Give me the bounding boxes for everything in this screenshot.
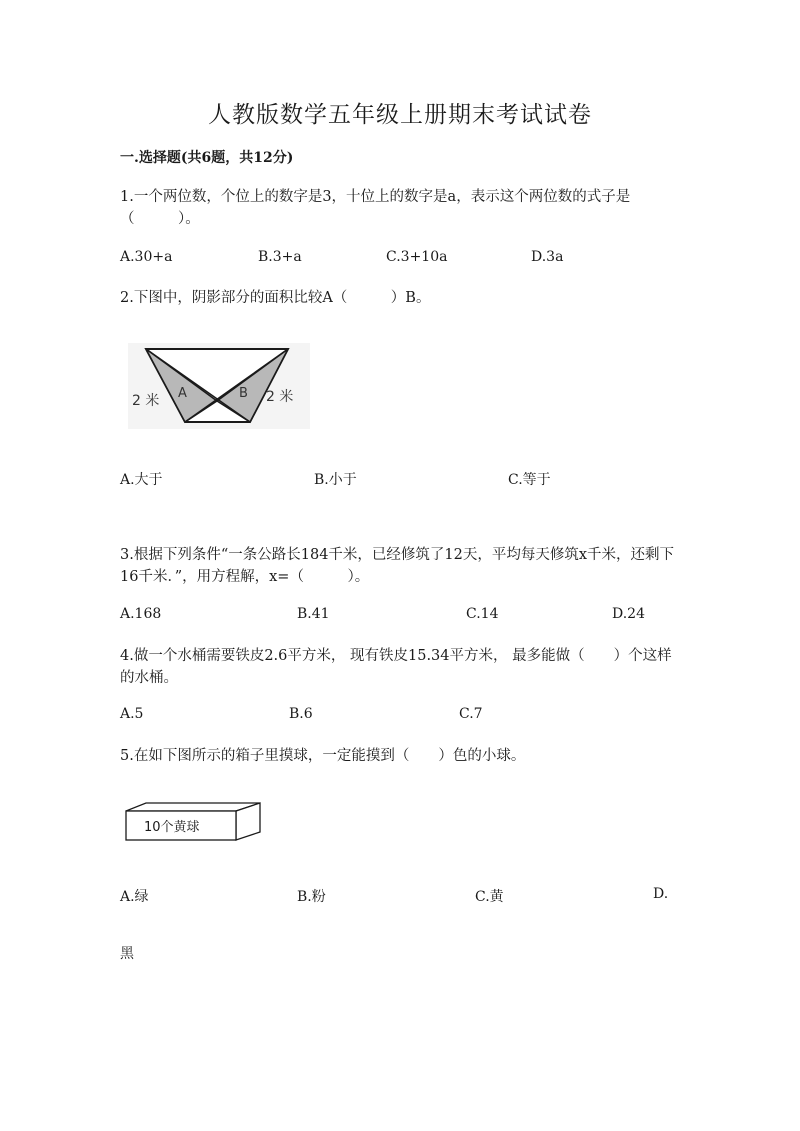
q2-option-a: A.大于 [120, 472, 163, 488]
q3-option-b: B.41 [297, 606, 330, 622]
q2-option-c: C.等于 [508, 472, 551, 488]
q5-option-d: D. [653, 886, 669, 902]
q1-option-a: A.30+a [120, 249, 173, 265]
q4-option-a: A.5 [120, 706, 144, 722]
question-2-stem: 2.下图中，阴影部分的面积比较A（ ）B。 [120, 290, 431, 306]
q5-option-d-text: 黑 [120, 946, 134, 962]
q4-option-b: B.6 [289, 706, 313, 722]
left-side-label: 2 米 [132, 393, 160, 409]
q5-option-a: A.绿 [120, 889, 149, 905]
q3-option-a: A.168 [120, 606, 162, 622]
q2-option-b: B.小于 [314, 472, 357, 488]
box-figure [122, 801, 264, 845]
q1-option-c: C.3+10a [386, 249, 448, 265]
section-heading: 一.选择题(共6题，共12分) [120, 150, 294, 166]
page-title: 人教版数学五年级上册期末考试试卷 [208, 102, 592, 128]
label-a: A [178, 386, 187, 401]
q3-option-d: D.24 [612, 606, 645, 622]
question-1-stem: 1.一个两位数，个位上的数字是3，十位上的数字是a，表示这个两位数的式子是（ ）。 [120, 189, 631, 227]
question-5-stem: 5.在如下图所示的箱子里摸球，一定能摸到（ ）色的小球。 [120, 748, 526, 764]
question-4-stem: 4.做一个水桶需要铁皮2.6平方米， 现有铁皮15.34平方米， 最多能做（ ）个这样的水桶。 [120, 648, 672, 686]
q3-option-c: C.14 [466, 606, 499, 622]
label-b: B [239, 386, 248, 401]
q5-option-c: C.黄 [475, 889, 504, 905]
q1-option-d: D.3a [531, 249, 564, 265]
q1-option-b: B.3+a [258, 249, 302, 265]
box-label: 10个黄球 [144, 820, 200, 835]
question-3-stem: 3.根据下列条件“一条公路长184千米，已经修筑了12天，平均每天修筑x千米，还剩下16千米．”，用方程解，x=（ ）。 [120, 547, 675, 585]
right-side-label: 2 米 [266, 389, 294, 405]
trapezoid-figure [128, 343, 310, 429]
q4-option-c: C.7 [459, 706, 483, 722]
q5-option-b: B.粉 [297, 889, 326, 905]
